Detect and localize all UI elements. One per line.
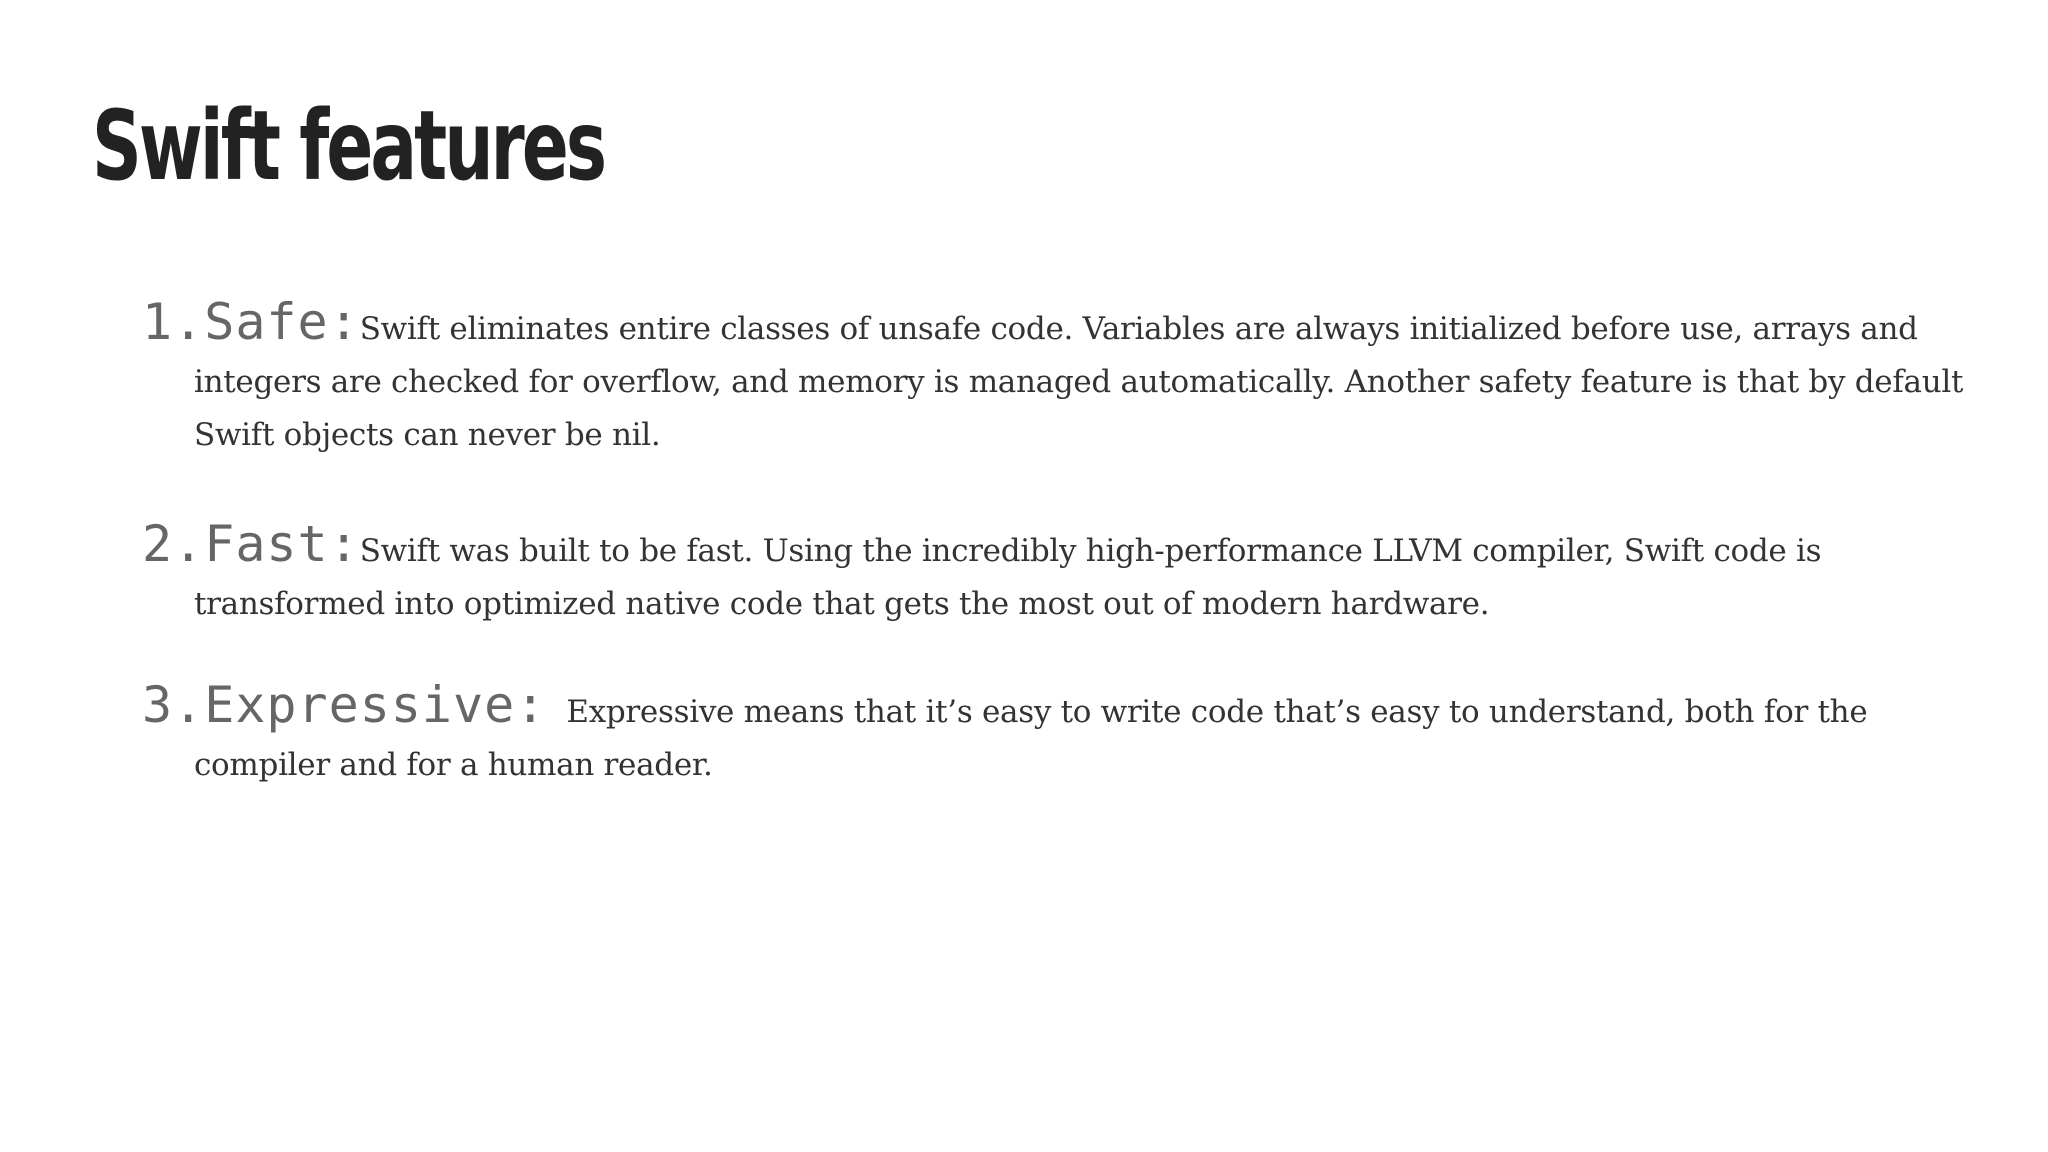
feature-list (142, 293, 1982, 848)
feature-heading (142, 676, 546, 734)
feature-name: Expressive: (204, 676, 547, 734)
feature-item-expressive (142, 676, 1982, 792)
feature-description: Expressive means that it’s easy to write code that’s easy to understand, both for the compiler and for a human reader. (194, 694, 1868, 783)
feature-name: Safe: (204, 293, 360, 351)
feature-item-safe (142, 293, 2014, 462)
feature-number: 3. (142, 676, 205, 734)
feature-number: 1. (142, 293, 205, 351)
feature-item-fast (142, 515, 1982, 631)
feature-description: Swift was built to be fast. Using the incredibly high-performance LLVM compiler, Swift code is transformed into optimized native code that gets the most out of modern hardware. (194, 533, 1822, 622)
feature-number: 2. (142, 515, 205, 573)
feature-heading (142, 515, 360, 573)
slide-title: Swift features (92, 90, 605, 202)
feature-name: Fast: (204, 515, 360, 573)
feature-heading (142, 293, 360, 351)
feature-description: Swift eliminates entire classes of unsafe code. Variables are always initialized before use, arrays and integers are checked for overflow, and memory is managed automatically. Another safety feature is that by default Swift objects can never be nil. (194, 311, 1964, 453)
